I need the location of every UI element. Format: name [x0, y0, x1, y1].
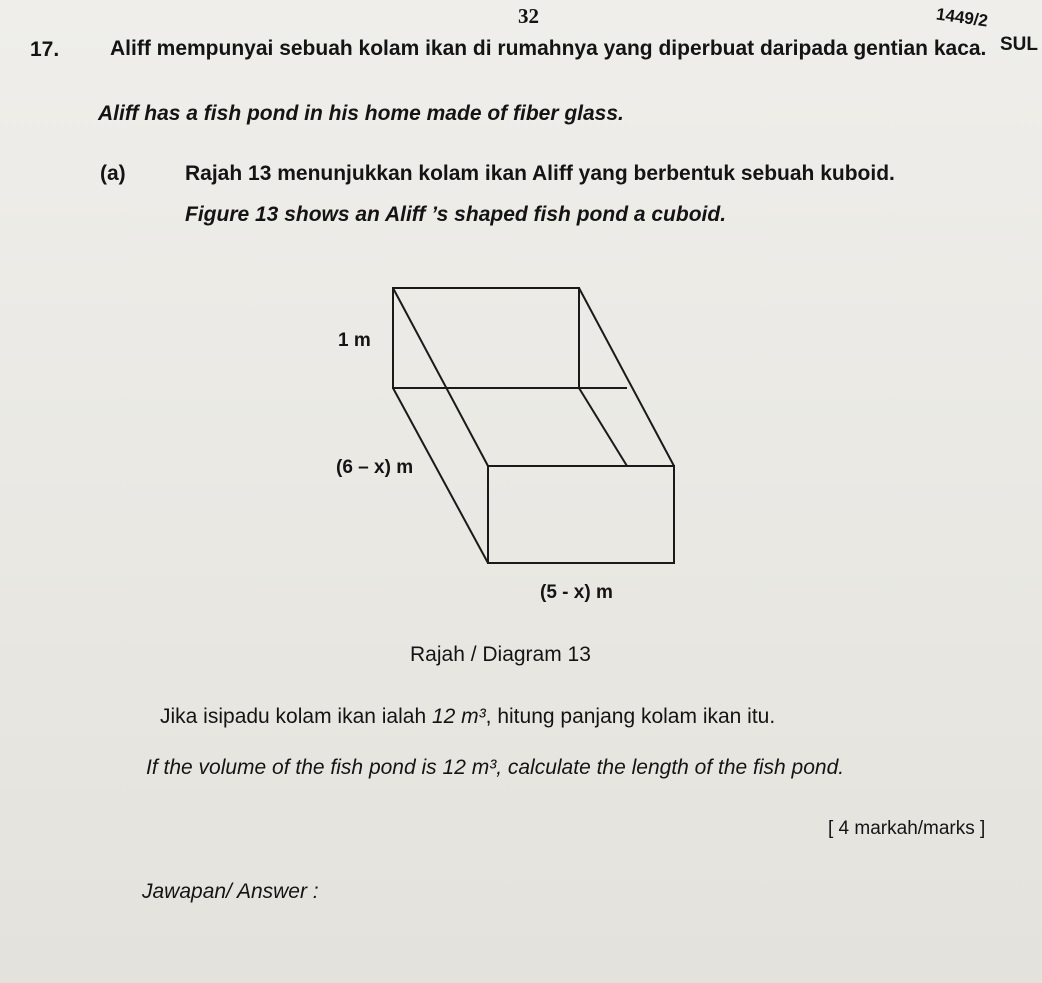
prompt-english	[146, 756, 844, 780]
part-label: (a)	[100, 162, 126, 185]
prompt-malay	[160, 705, 775, 729]
length-label: (5 - x) m	[540, 582, 613, 603]
back-face	[393, 288, 579, 388]
marks-allocation: [ 4 markah/marks ]	[828, 818, 986, 839]
front-face	[488, 466, 674, 563]
intro-english: Aliff has a fish pond in his home made of fiber glass.	[98, 102, 624, 125]
width-label: (6 – x) m	[336, 457, 414, 478]
question-number: 17.	[30, 38, 60, 61]
prompt-english-end: , calculate the length of the fish pond.	[496, 756, 845, 779]
prompt-malay-end: , hitung panjang kolam ikan itu.	[485, 705, 776, 728]
paper-code: 1449/2	[935, 4, 990, 31]
height-label: 1 m	[338, 330, 371, 351]
answer-label: Jawapan/ Answer :	[142, 880, 319, 903]
part-a-english: Figure 13 shows an Aliff ’s shaped fish pond a cuboid.	[185, 203, 727, 226]
prompt-malay-volume: 12 m³	[431, 705, 486, 728]
prompt-english-volume: 12 m³	[442, 756, 497, 779]
classification-label: SUL	[1000, 34, 1038, 55]
part-a-malay: Rajah 13 menunjukkan kolam ikan Aliff yang berbentuk sebuah kuboid.	[185, 162, 895, 185]
prompt-english-start: If the volume of the fish pond is	[146, 756, 443, 779]
page-number: 32	[518, 4, 539, 28]
intro-malay: Aliff mempunyai sebuah kolam ikan di rumahnya yang diperbuat daripada gentian kaca.	[110, 37, 987, 60]
diagram-caption: Rajah / Diagram 13	[410, 643, 591, 666]
prompt-malay-start: Jika isipadu kolam ikan ialah	[160, 705, 432, 728]
